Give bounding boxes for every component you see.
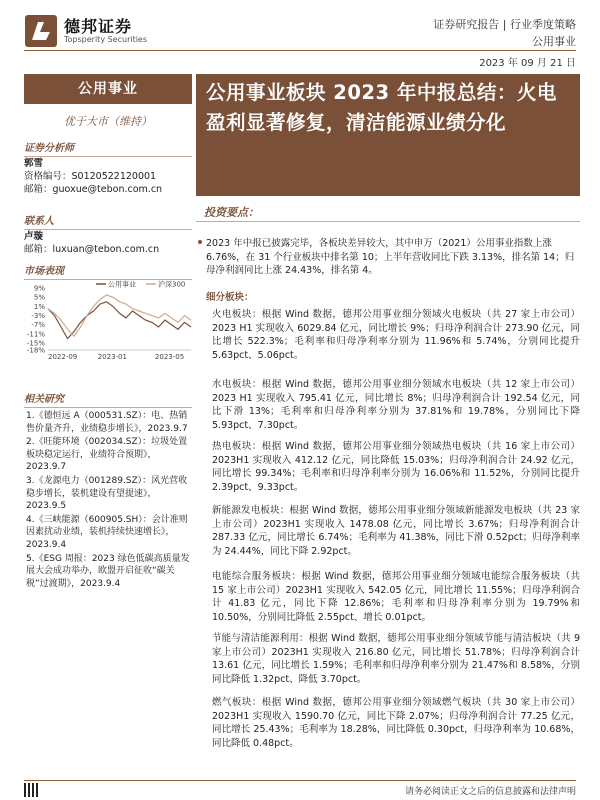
y-tick-label: -7% — [31, 321, 45, 330]
y-tick-label: 1% — [33, 302, 45, 311]
contact-email[interactable]: 邮箱：luxuan@tebon.com.cn — [24, 244, 160, 255]
paragraph-gas: 燃气板块：根据 Wind 数据，德邦公用事业细分领域燃气板块（共 30 家上市公司）2023H1 实现收入 1590.70 亿元，同比下降 2.07%；归母净利润合计 77.25 亿元，同比增长 25.43%；毛利率为 18.28%，同比降低 0.30pct，归母净利率为 10.68%，同比降低 0.48pct。 — [212, 697, 580, 749]
legend-label: 公用事业 — [108, 280, 136, 289]
y-tick-label: 5% — [33, 293, 45, 302]
y-tick-label: -3% — [31, 312, 45, 321]
x-tick-label: 2023-05 — [154, 353, 185, 361]
paragraph-hydro: 水电板块：根据 Wind 数据，德邦公用事业细分领域水电板块（共 12 家上市公司）2023 H1 实现收入 795.41 亿元，同比增长 8%；归母净利润合计 192.54 亿元，同比下滑 13%；毛利率和归母净利率分别为 37.81%和 19.78%，分别同比下降 5.93pct、7.30pct。 — [212, 379, 580, 431]
header-sector: 公用事业 — [532, 35, 576, 48]
key-points-header: 投资要点： — [196, 204, 580, 222]
header-divider — [24, 50, 576, 51]
bullet-icon — [198, 240, 202, 244]
sector-label: 公用事业 — [24, 74, 192, 104]
related-item[interactable]: 1.《德恒远 A（000531.SZ）：电、热销售价量齐升，业绩稳步增长》，2023.9.7 — [26, 411, 188, 434]
related-header: 相关研究 — [24, 390, 192, 408]
analyst-name: 郭雪 — [24, 158, 44, 169]
x-tick-label: 2022-09 — [48, 353, 78, 361]
market-header: 市场表现 — [24, 262, 192, 280]
contact-name: 卢璇 — [24, 231, 44, 242]
related-item[interactable]: 4.《三峡能源（600905.SH）：会计准则因素扰动业绩，装机持续快速增长》，2023.9.4 — [26, 514, 188, 550]
brand-name-en: Topsperity Securities — [64, 35, 148, 44]
paragraph-thermal: 火电板块：根据 Wind 数据，德邦公用事业细分领域火电板块（共 27 家上市公司）2023 H1 实现收入 6029.84 亿元，同比增长 9%；归母净利润合计 273.90 亿元，同比增长 522.3%；毛利率和归母净利率分别为 11.96%和 5.74%，分别同比提升 5.63pct、5.06pct。 — [212, 309, 580, 361]
footer-disclaimer: 请务必阅读正文之后的信息披露和法律声明 — [404, 787, 576, 797]
y-tick-label: -11% — [26, 330, 45, 339]
related-item[interactable]: 5.《ESG 周报：2023 绿色低碳高质量发展大会成功举办，欧盟开启征收“碳关税”过渡期》，2023.9.4 — [26, 553, 190, 589]
brand-name: 德邦证券 — [64, 17, 133, 36]
analyst-header: 证券分析师 — [24, 139, 192, 157]
market-chart — [26, 280, 196, 362]
analyst-email[interactable]: 邮箱：guoxue@tebon.com.cn — [24, 184, 163, 195]
report-date: 2023 年 09 月 21 日 — [479, 58, 576, 69]
summary-paragraph — [206, 237, 580, 278]
sub-sector-header: 细分板块： — [206, 292, 254, 303]
y-tick-label: -18% — [26, 346, 45, 355]
paragraph-energy-saving: 节能与清洁能源利用：根据 Wind 数据，德邦公用事业细分领域节能与清洁板块（共 9 家上市公司）2023H1 实现收入 216.80 亿元，同比增长 51.78%；归母净利润合计 13.61 亿元，同比增长 1.59%；毛利率和归母净利率分别为 21.47%和 8.58%，分别同比降低 1.32pct、降低 3.70pct。 — [212, 633, 580, 685]
analyst-id: 资格编号：S0120522120001 — [24, 171, 157, 182]
footer-divider — [24, 780, 576, 781]
report-type: 证券研究报告 | 行业季度策略 — [433, 18, 576, 31]
series-line — [48, 302, 191, 339]
contact-header: 联系人 — [24, 212, 192, 230]
related-list — [26, 410, 196, 591]
brand-logo-icon — [24, 14, 58, 48]
summary-text: 2023 年中报已披露完毕，各板块差异较大，其中申万（2021）公用事业指数上涨 6.76%，在 31 个行业板块中排名第 10；上半年营收同比下跌 3.13%，排名第 14；归母净利润同比上涨 24.43%，排名第 4。 — [206, 238, 575, 276]
y-tick-label: -15% — [26, 339, 45, 348]
legend-label: 沪深300 — [158, 280, 186, 289]
related-item[interactable]: 3.《龙源电力（001289.SZ）：风光营收稳步增长，装机建设有望提速》，2023.9.5 — [26, 475, 188, 512]
report-title: 公用事业板块 2023 年中报总结：火电盈利显著修复，清洁能源业绩分化 — [196, 74, 580, 196]
x-tick-label: 2023-01 — [97, 353, 127, 361]
rating: 优于大市（维持） — [64, 115, 152, 128]
related-item[interactable]: 2.《旺能环境（002034.SZ）：垃圾处置板块稳定运行，业绩符合预期》，2023.9.7 — [26, 437, 188, 473]
paragraph-power-services: 电能综合服务板块：根据 Wind 数据，德邦公用事业细分领域电能综合服务板块（共 15 家上市公司）2023H1 实现收入 542.05 亿元，同比增长 11.55%；归母净利润合计 41.83 亿元，同比下降 12.86%；毛利率和归母净利率分别为 19.79%和 10.50%，分别同比降低 2.55pct、增长 0.01pct。 — [212, 571, 580, 623]
qr-code-icon — [24, 783, 38, 797]
y-tick-label: 9% — [33, 284, 45, 293]
series-line — [48, 295, 191, 336]
paragraph-new-energy: 新能源发电板块：根据 Wind 数据，德邦公用事业细分领域新能源发电板块（共 23 家上市公司）2023H1 实现收入 1478.08 亿元，同比增长 3.67%；归母净利润合计 287.33 亿元，同比增长 6.74%；毛利率为 41.38%，同比下滑 0.52pct；归母净利率为 24.44%，同比下降 2.92pct。 — [212, 505, 580, 557]
paragraph-heat: 热电板块：根据 Wind 数据，德邦公用事业细分领域热电板块（共 16 家上市公司）2023H1 实现收入 412.12 亿元，同比降低 15.03%；归母净利润合计 24.92 亿元，同比增长 99.34%；毛利率和归母净利率分别为 16.06%和 11.52%，分别同比提升 2.39pct、9.33pct。 — [212, 441, 580, 493]
